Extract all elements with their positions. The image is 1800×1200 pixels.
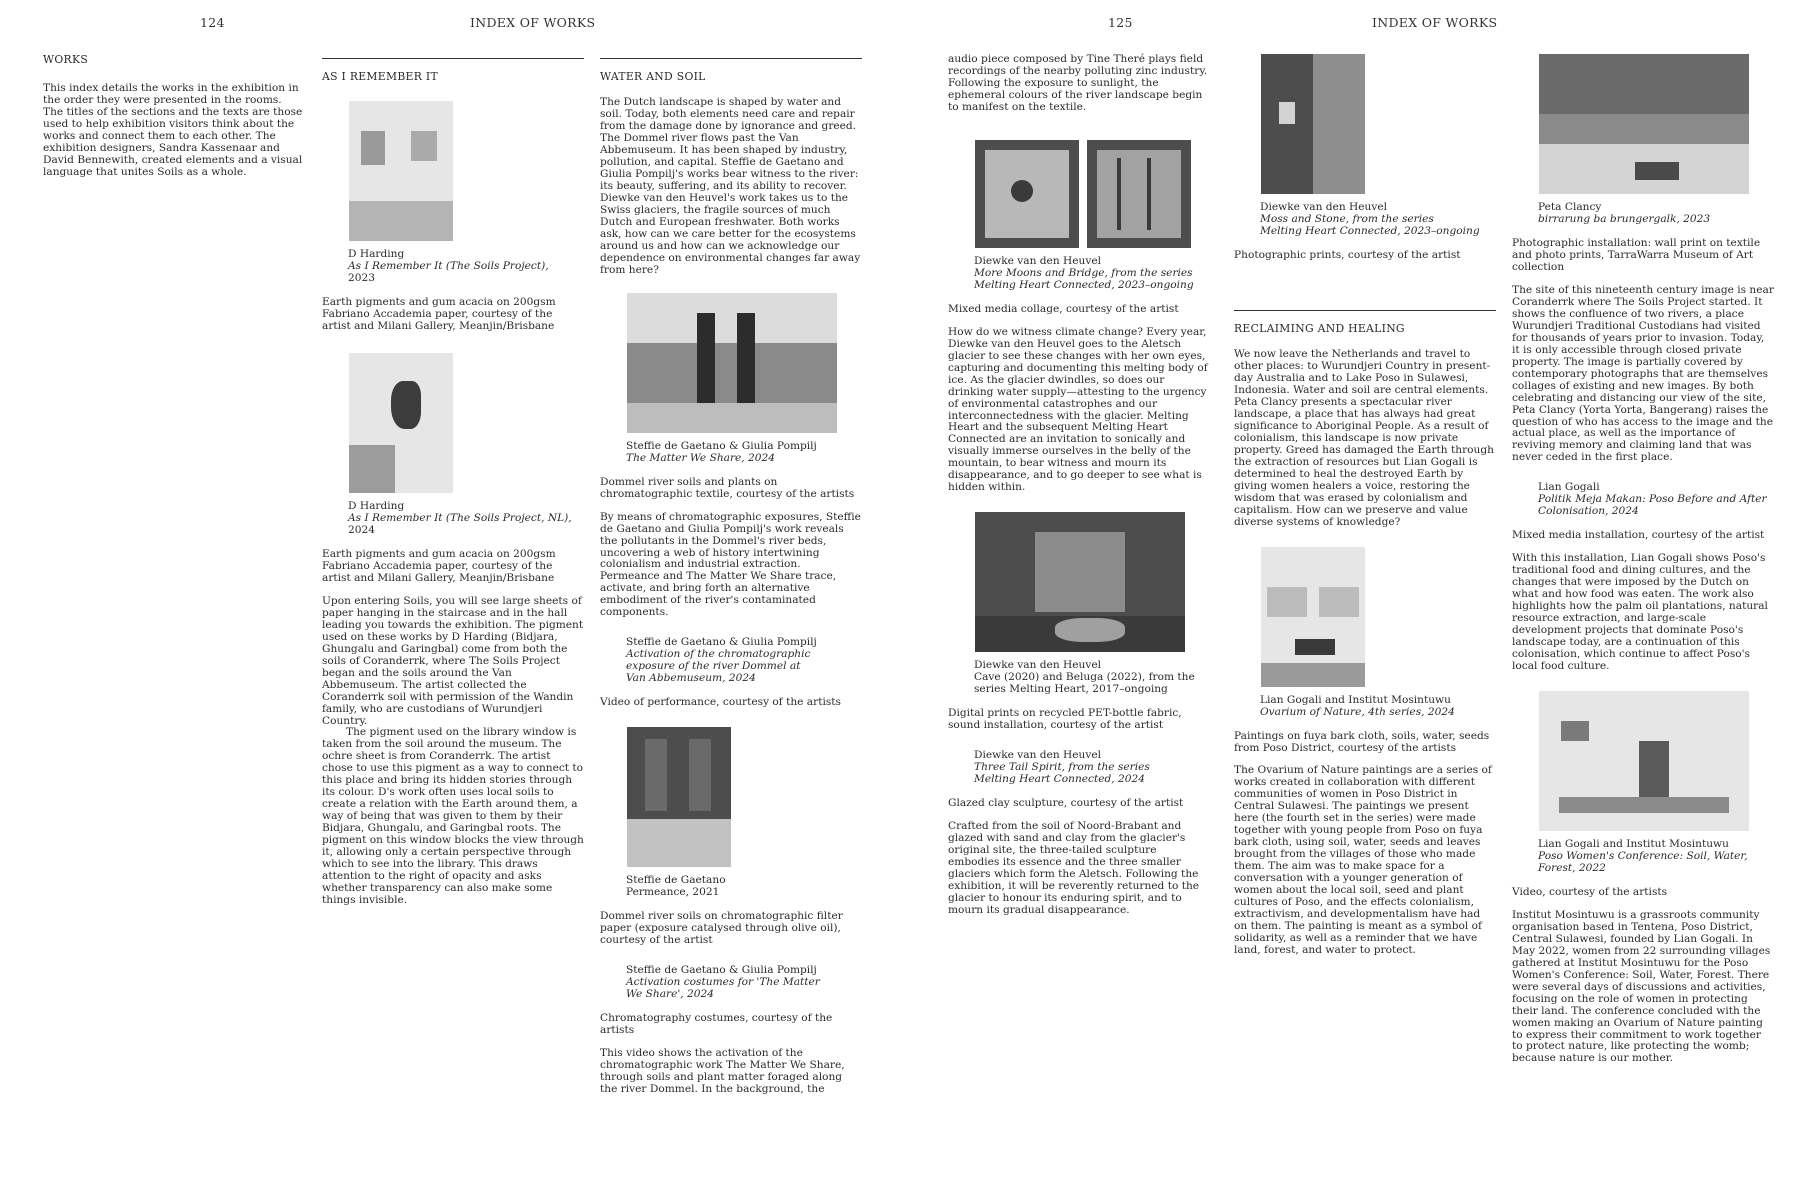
caption-more-moons	[974, 256, 1210, 292]
section-heading-works: WORKS	[43, 53, 89, 66]
column-works	[43, 54, 305, 190]
caption-ovarium	[1260, 695, 1496, 719]
section-intro: We now leave the Netherlands and travel to other places: to Wurundjeri Country in present-day Australia and to Lake Poso in Sulawesi, Indonesia. Water and soil are central elements. Peta Clancy presents a spectacular river landscape, a place that has always had great significance to Aboriginal People. As a result of colonialism, this landscape is now private property. Greed has damaged the Earth through the extraction of resources but Lian Gogali is determined to heal the destroyed Earth by giving women healers a voice, restoring the wisdom that was erased by colonialism and capitalism. How can we preserve and value diverse systems of knowledge?	[1234, 348, 1494, 528]
work-description: Video, courtesy of the artists	[1512, 885, 1668, 898]
section-intro: The Dutch landscape is shaped by water and soil. Today, both elements need care and repair from the damage done by ignorance and greed. The Dommel river flows past the Van Abbemuseum. It has been shaped by industry, pollution, and capital. Steffie de Gaetano and Giulia Pompilj's works bear witness to the river: its beauty, suffering, and its ability to recover. Diewke van den Heuvel's work takes us to the Swiss glaciers, the fragile sources of much Dutch and European freshwater. Both works ask, how can we care better for the ecosystems around us and how can we acknowledge our dependence on environmental changes far away from here?	[600, 96, 861, 276]
work-year: 2023	[348, 272, 375, 285]
work-title: Activation of the chromatographic	[626, 648, 811, 661]
work-title: Colonisation, 2024	[1538, 505, 1639, 518]
work-description: Video of performance, courtesy of the artists	[600, 696, 841, 709]
work-title: More Moons and Bridge, from the series	[974, 266, 1193, 279]
artist-name: Lian Gogali and Institut Mosintuwu	[1538, 837, 1729, 850]
section-heading-reclaiming-and-healing: RECLAIMING AND HEALING	[1234, 321, 1405, 335]
artist-name: Steffie de Gaetano	[626, 874, 726, 887]
artist-name: Steffie de Gaetano & Giulia Pompilj	[626, 964, 817, 976]
caption-politik-meja-makan	[1538, 482, 1774, 518]
work-title: Forest, 2022	[1538, 861, 1606, 874]
work-title: Moss and Stone, from the series	[1260, 212, 1434, 225]
work-title: The Matter We Share, 2024	[626, 451, 775, 464]
body-text: With this installation, Lian Gogali shows Poso's traditional food and dining cultures, and the changes that were imposed by the Dutch on what and how food was eaten. The work also highlights how the palm oil plantations, natural resource extraction, and large-scale development projects that dominate Poso's landscape today, are a continuation of this colonisation, which continue to affect Poso's local food culture.	[1512, 552, 1768, 672]
work-title: birrarung ba brungergalk, 2023	[1538, 212, 1711, 225]
column-reclaiming-and-healing-cont	[1512, 54, 1774, 1076]
work-title: Three Tail Spirit, from the series	[974, 761, 1150, 774]
section-heading-as-i-remember-it: AS I REMEMBER IT	[322, 70, 438, 83]
page-number-right: 125	[1108, 15, 1133, 30]
work-title: Activation costumes for 'The Matter	[626, 975, 820, 988]
artist-name: D Harding	[348, 500, 405, 512]
works-intro: This index details the works in the exhibition in the order they were presented in the rooms. The titles of the sections and the texts are those used to help exhibition visitors think about the works and connect them to each other. The exhibition designers, Sandra Kassenaar and David Bennewith, created elements and a visual language that unites Soils as a whole.	[43, 82, 303, 178]
section-heading-water-and-soil: WATER AND SOIL	[600, 70, 706, 83]
artist-name: Lian Gogali and Institut Mosintuwu	[1260, 693, 1451, 706]
artwork-image-ochre-sheet	[349, 353, 453, 493]
body-text: The pigment used on the library window is taken from the soil around the museum. The ochre sheet is from Coranderrk. The artist chose to use this pigment as a way to connect to this place and bring its hidden stories through its colour. D's work often uses local soils to create a relation with the Earth around them, a way of being that was given to them by their Bidjara, Ghungalu, and Garingbal roots. The pigment on this window blocks the view through it, allowing only a certain perspective through which to see into the library. This draws attention to the right of opacity and asks whether transparency can also make some things invisible.	[322, 726, 584, 907]
artwork-image-performance	[627, 293, 837, 433]
work-series: series Melting Heart, 2017–ongoing	[974, 683, 1168, 696]
work-description: Mixed media installation, courtesy of the artist	[1512, 529, 1765, 542]
work-title: Politik Meja Makan: Poso Before and After	[1538, 493, 1767, 506]
body-text: By means of chromatographic exposures, Steffie de Gaetano and Giulia Pompilj's work reveals the pollutants in the Dommel's river beds, uncovering a web of history intertwining colonialism and industrial extraction. Permeance and The Matter We Share trace, activate, and bring forth an alternative embodiment of the river's contaminated components.	[600, 510, 861, 619]
body-text: The Ovarium of Nature paintings are a series of works created in collaboration with different communities of women in Poso District in Central Sulawesi. The paintings we present here (the fourth set in the series) were made together with young people from Poso on fuya bark cloth, using soil, water, seeds and leaves brought from the villages of those who made them. The aim was to make space for a conversation with a younger generation of women about the local soil, seed and plant cultures of Poso, and the effects colonialism, extractivism, and developmentalism have had on them. The painting is meant as a symbol of solidarity, as well as a reminder that we have land, forest, and water to protect.	[1234, 764, 1492, 956]
work-title: Permeance, 2021	[626, 886, 720, 899]
caption-matter-we-share	[626, 441, 862, 465]
page-number-left: 124	[200, 15, 225, 30]
body-text: audio piece composed by Tine Theré plays field recordings of the nearby polluting zinc industry. Following the exposure to sunlight, the ephemeral colours of the river landscape begin to manifest on the textile.	[948, 53, 1208, 113]
section-rule	[322, 58, 584, 59]
column-water-and-soil	[600, 54, 862, 1107]
work-description: Paintings on fuya bark cloth, soils, water, seeds from Poso District, courtesy of the artists	[1234, 729, 1490, 754]
artwork-image-bridge	[1087, 140, 1191, 248]
column-reclaiming-and-healing	[1234, 54, 1496, 968]
artwork-image-cave-beluga	[975, 512, 1185, 652]
artist-name: Lian Gogali	[1538, 481, 1600, 494]
work-description: Photographic prints, courtesy of the artist	[1234, 248, 1461, 261]
caption-activation-costumes	[626, 965, 862, 1001]
work-description: Chromatography costumes, courtesy of the artists	[600, 1011, 833, 1036]
caption-activation	[626, 637, 862, 685]
artist-name: Peta Clancy	[1538, 201, 1602, 213]
body-text: Institut Mosintuwu is a grassroots community organisation based in Tentena, Poso District, Central Sulawesi, founded by Lian Gogali. In May 2022, women from 22 surrounding villages gathered at Institut Mosintuwu for the Poso Women's Conference: Soil, Water, Forest. There were several days of discussions and activities, focusing on the role of women in protecting their land. The conference concluded with the women making an Ovarium of Nature painting to express their commitment to work together to protect nature, like protecting the womb; because nature is our mother.	[1512, 908, 1771, 1065]
work-description: Dommel river soils and plants on chromatographic textile, courtesy of the artists	[600, 475, 855, 500]
column-water-and-soil-cont	[948, 54, 1210, 928]
image-pair-more-moons	[975, 140, 1210, 248]
work-description: Photographic installation: wall print on textile and photo prints, TarraWarra Museum of Art collection	[1512, 236, 1761, 273]
running-title-right: INDEX OF WORKS	[1372, 15, 1498, 30]
section-rule	[1234, 310, 1496, 311]
artist-name: D Harding	[348, 248, 405, 261]
artwork-image-conference	[1539, 691, 1749, 831]
work-title: As I Remember It (The Soils Project, NL),	[348, 511, 572, 524]
work-series: Melting Heart Connected, 2024	[974, 773, 1145, 786]
body-text: Upon entering Soils, you will see large sheets of paper hanging in the staircase and in the hall leading you towards the exhibition. The pigment used on these works by D Harding (Bidjara, Ghungalu and Garingbal) come from both the soils of Coranderrk, where The Soils Project began and the soils around the Van Abbemuseum. The artist collected the Coranderrk soil with permission of the Wandin family, who are custodians of Wurundjeri Country.	[322, 594, 584, 727]
work-title: We Share', 2024	[626, 987, 714, 1000]
body-text: The site of this nineteenth century image is near Coranderrk where The Soils Project started. It shows the confluence of two rivers, a place Wurundjeri Traditional Custodians had visited for thousands of years prior to invasion. Today, it is only accessible through closed private property. The image is partially covered by contemporary photographs that are themselves collages of existing and new images. By both celebrating and distancing our view of the site, Peta Clancy (Yorta Yorta, Bangerang) raises the question of who has access to the image and the actual place, as well as the importance of reviving memory and claiming land that was never ceded in the first place.	[1512, 283, 1774, 464]
work-description: Glazed clay sculpture, courtesy of the artist	[948, 797, 1184, 810]
artwork-image-ovarium	[1261, 547, 1365, 687]
work-title: exposure of the river Dommel at	[626, 660, 801, 673]
caption-three-tail-spirit	[974, 750, 1210, 786]
artwork-image-staircase	[349, 101, 453, 241]
artist-name: Diewke van den Heuvel	[1260, 201, 1387, 213]
work-title: As I Remember It (The Soils Project),	[348, 260, 549, 273]
work-year: 2024	[348, 523, 375, 536]
artwork-image-more-moons	[975, 140, 1079, 248]
artist-name: Diewke van den Heuvel	[974, 254, 1101, 267]
work-title: Van Abbemuseum, 2024	[626, 672, 756, 685]
work-series: Melting Heart Connected, 2023–ongoing	[1260, 224, 1480, 237]
work-title: Ovarium of Nature, 4th series, 2024	[1260, 705, 1455, 718]
artwork-image-permeance	[627, 727, 731, 867]
caption-moss-and-stone	[1260, 202, 1496, 238]
caption-cave-beluga	[974, 660, 1210, 696]
artist-name: Diewke van den Heuvel	[974, 749, 1101, 762]
running-title-left: INDEX OF WORKS	[470, 15, 596, 30]
section-rule	[600, 58, 862, 59]
work-series: Melting Heart Connected, 2023–ongoing	[974, 278, 1194, 291]
caption-d-harding-2	[348, 501, 584, 537]
body-text: How do we witness climate change? Every year, Diewke van den Heuvel goes to the Aletsch glacier to see these changes with her own eyes, capturing and documenting this melting body of ice. As the glacier dwindles, so does our drinking water supply—attesting to the urgency of environmental catastrophes and our interconnectedness with the glacier. Melting Heart and the subsequent Melting Heart Connected are an invitation to sonically and visually immerse ourselves in the belly of the mountain, to bear witness and mourn its disappearance, and to go deeper to see what is hidden within.	[948, 325, 1208, 494]
work-title: Poso Women's Conference: Soil, Water,	[1538, 849, 1748, 862]
artwork-image-moss-and-stone	[1261, 54, 1365, 194]
work-description: Earth pigments and gum acacia on 200gsm Fabriano Accademia paper, courtesy of the artist and Milani Gallery, Meanjin/Brisbane	[322, 296, 556, 333]
caption-birrarung	[1538, 202, 1774, 226]
artwork-image-birrarung	[1539, 54, 1749, 194]
work-title: Cave (2020) and Beluga (2022), from the	[974, 671, 1195, 684]
caption-permeance	[626, 875, 862, 899]
artist-name: Diewke van den Heuvel	[974, 659, 1101, 672]
body-text: Crafted from the soil of Noord-Brabant and glazed with sand and clay from the glacier's original site, the three-tailed sculpture embodies its essence and the three smaller glaciers which form the Aletsch. Following the exhibition, it will be reverently returned to the glacier to honour its enduring spirit, and to mourn its gradual disappearance.	[948, 820, 1200, 916]
work-description: Earth pigments and gum acacia on 200gsm Fabriano Accademia paper, courtesy of the artist and Milani Gallery, Meanjin/Brisbane	[322, 547, 556, 584]
caption-d-harding-1	[348, 249, 584, 285]
caption-poso-womens-conference	[1538, 839, 1774, 875]
column-as-i-remember-it	[322, 54, 584, 918]
artist-name: Steffie de Gaetano & Giulia Pompilj	[626, 439, 817, 452]
body-text: This video shows the activation of the chromatographic work The Matter We Share, through soils and plant matter foraged along the river Dommel. In the background, the	[600, 1046, 845, 1095]
work-description: Digital prints on recycled PET-bottle fabric, sound installation, courtesy of the artist	[948, 707, 1182, 732]
work-description: Dommel river soils on chromatographic filter paper (exposure catalysed through olive oil), courtesy of the artist	[600, 910, 843, 947]
artist-name: Steffie de Gaetano & Giulia Pompilj	[626, 636, 817, 649]
work-description: Mixed media collage, courtesy of the artist	[948, 302, 1179, 315]
